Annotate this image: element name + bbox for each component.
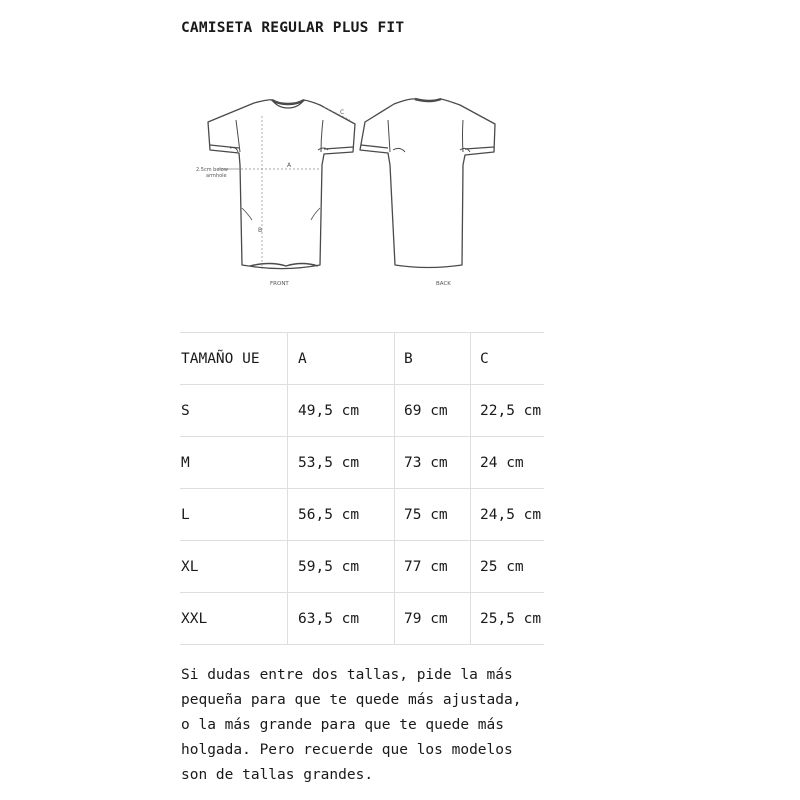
measure-label-c: C — [340, 109, 345, 116]
size-cell: XL — [180, 541, 288, 593]
table-row — [180, 437, 544, 489]
size-cell: L — [180, 489, 288, 541]
header-cell-c: C — [471, 333, 545, 385]
back-label: BACK — [436, 281, 451, 287]
size-table — [180, 332, 544, 645]
size-advice-note: Si dudas entre dos tallas, pide la más pequeña para que te quede más ajustada, o la más grande para que te quede más holgada. Pero recuerde que los modelos son de tallas grandes. — [181, 667, 522, 783]
page-title: CAMISETA REGULAR PLUS FIT — [181, 20, 405, 36]
armhole-note-line-1: 2.5cm below — [196, 167, 228, 173]
measure-a-cell: 53,5 cm — [288, 437, 395, 489]
measure-c-cell: 22,5 cm — [471, 385, 545, 437]
tshirt-size-diagram — [190, 90, 530, 300]
measure-c-cell: 25 cm — [471, 541, 545, 593]
front-shirt — [208, 100, 355, 269]
table-header-row — [180, 333, 544, 385]
table-row — [180, 489, 544, 541]
header-cell-b: B — [395, 333, 471, 385]
measure-a-cell: 49,5 cm — [288, 385, 395, 437]
measure-b-cell: 77 cm — [395, 541, 471, 593]
measure-b-cell: 73 cm — [395, 437, 471, 489]
front-label: FRONT — [270, 281, 289, 287]
measure-a-cell: 56,5 cm — [288, 489, 395, 541]
table-row — [180, 541, 544, 593]
measure-c-cell: 25,5 cm — [471, 593, 545, 645]
measure-label-a: A — [287, 162, 292, 169]
armhole-note-line-2: armhole — [206, 173, 227, 179]
size-cell: M — [180, 437, 288, 489]
measure-a-cell: 63,5 cm — [288, 593, 395, 645]
measure-a-cell: 59,5 cm — [288, 541, 395, 593]
size-cell: S — [180, 385, 288, 437]
header-cell-size: TAMAÑO UE — [180, 333, 288, 385]
measure-b-cell: 79 cm — [395, 593, 471, 645]
measure-b-cell: 75 cm — [395, 489, 471, 541]
measure-c-cell: 24 cm — [471, 437, 545, 489]
header-cell-a: A — [288, 333, 395, 385]
back-shirt — [360, 99, 495, 268]
measure-b-cell: 69 cm — [395, 385, 471, 437]
table-row — [180, 593, 544, 645]
table-row — [180, 385, 544, 437]
size-cell: XXL — [180, 593, 288, 645]
measure-c-cell: 24,5 cm — [471, 489, 545, 541]
measure-label-b: B — [258, 227, 263, 234]
